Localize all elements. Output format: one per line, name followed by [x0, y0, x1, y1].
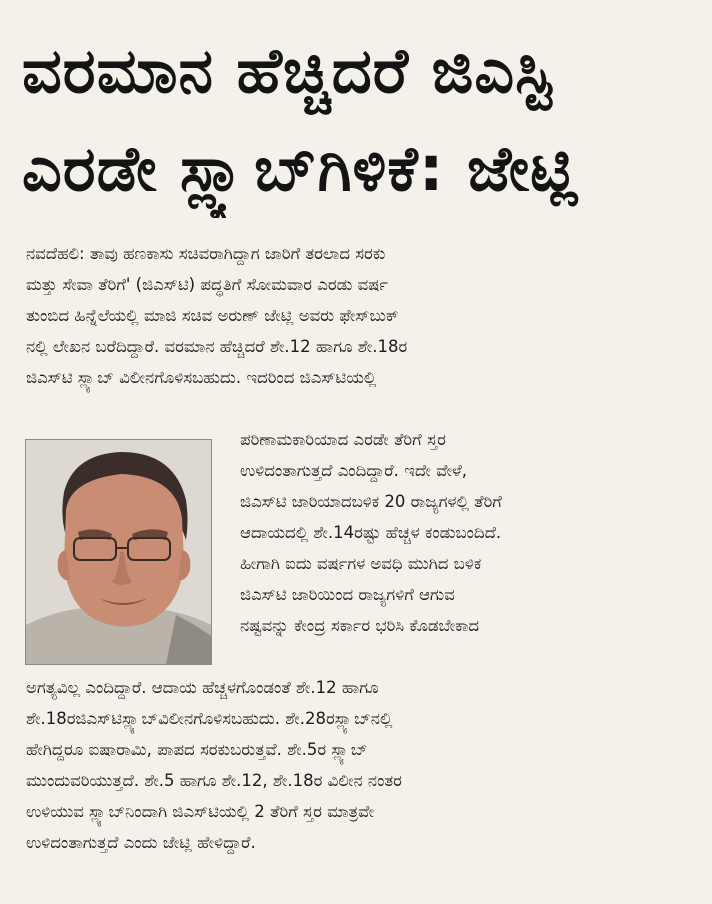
article-line: ತುಂಬಿದ ಹಿನ್ನೆಲೆಯಲ್ಲಿ ಮಾಜಿ ಸಚಿವ ಅರುಣ್ ಜೇಟ್ಲಿ ಅವರು ಫೇಸ್‌ಬುಕ್ [26, 306, 399, 325]
article-line: ನವದೆಹಲಿ: ತಾವು ಹಣಕಾಸು ಸಚಿವರಾಗಿದ್ದಾಗ ಜಾರಿಗೆ ತರಲಾದ ಸರಕು [26, 244, 386, 263]
headline [22, 22, 694, 218]
article-line: ಜಿಎಸ್‌ಟಿ ಸ್ಲ್ಯಾಬ್ ವಿಲೀನಗೊಳಿಸಬಹುದು. ಇದರಿಂದ ಜಿಎಸ್‌ಟಿಯಲ್ಲಿ [26, 368, 377, 387]
article-line: ಅಗತ್ಯವಿಲ್ಲ ಎಂದಿದ್ದಾರೆ. ಆದಾಯ ಹೆಚ್ಚಳಗೊಂಡಂತೆ ಶೇ.12 ಹಾಗೂ [26, 678, 379, 697]
article-line: ಮುಂದುವರಿಯುತ್ತದೆ. ಶೇ.5 ಹಾಗೂ ಶೇ.12, ಶೇ.18ರ ವಿಲೀನ ನಂತರ [26, 771, 402, 790]
article-top-paragraph [26, 238, 690, 393]
article-line: ನಲ್ಲಿ ಲೇಖನ ಬರೆದಿದ್ದಾರೆ. ವರಮಾನ ಹೆಚ್ಚಿದರೆ ಶೇ.12 ಹಾಗೂ ಶೇ.18ರ [26, 337, 408, 356]
article-line: ಉಳಿದಂತಾಗುತ್ತದೆ ಎಂದಿದ್ದಾರೆ. ಇದೇ ವೇಳೆ, [240, 461, 468, 480]
article-line: ಜಿಎಸ್‌ಟಿ ಜಾರಿಯಿಂದ ರಾಜ್ಯಗಳಿಗೆ ಆಗುವ [240, 585, 455, 604]
portrait-image [26, 440, 211, 664]
article-line: ಹೀಗಾಗಿ ಐದು ವರ್ಷಗಳ ಅವಧಿ ಮುಗಿದ ಬಳಿಕ [240, 554, 482, 573]
headline-line-2: ಎರಡೇ ಸ್ಲ್ಯಾಬ್‌ಗಿಳಿಕೆ: ಜೇಟ್ಲಿ [22, 132, 579, 205]
article-line: ಉಳಿಯುವ ಸ್ಲ್ಯಾಬ್‌ನಿಂದಾಗಿ ಜಿಎಸ್‌ಟಿಯಲ್ಲಿ 2 ತೆರಿಗೆ ಸ್ತರ ಮಾತ್ರವೇ [26, 802, 375, 821]
article-line: ಹೇಗಿದ್ದರೂ ಐಷಾರಾಮಿ, ಪಾಪದ ಸರಕುಬರುತ್ತವೆ. ಶೇ.5ರ ಸ್ಲ್ಯಾಬ್ [26, 740, 368, 759]
headline-line-1: ವರಮಾನ ಹೆಚ್ಚಿದರೆ ಜಿಎಸ್ಟಿ [22, 34, 554, 107]
article-line: ಜಿಎಸ್‌ಟಿ ಜಾರಿಯಾದಬಳಿಕ 20 ರಾಜ್ಯಗಳಲ್ಲಿ ತೆರಿಗೆ [240, 492, 502, 511]
article-line: ಮತ್ತು ಸೇವಾ ತೆರಿಗೆ' (ಜಿಎಸ್‌ಟಿ) ಪದ್ಧತಿಗೆ ಸೋಮವಾರ ಎರಡು ವರ್ಷ [26, 275, 388, 294]
article-line: ಉಳಿದಂತಾಗುತ್ತದೆ ಎಂದು ಜೇಟ್ಲಿ ಹೇಳಿದ್ದಾರೆ. [26, 833, 256, 852]
article-side-paragraph [240, 424, 692, 641]
article-bottom-paragraph [26, 672, 690, 858]
article-line: ಆದಾಯದಲ್ಲಿ ಶೇ.14ರಷ್ಟು ಹೆಚ್ಚಳ ಕಂಡುಬಂದಿದೆ. [240, 523, 502, 542]
article-line: ನಷ್ಟವನ್ನು ಕೇಂದ್ರ ಸರ್ಕಾರ ಭರಿಸಿ ಕೊಡಬೇಕಾದ [240, 616, 480, 635]
article-line: ಪರಿಣಾಮಕಾರಿಯಾದ ಎರಡೇ ತೆರಿಗೆ ಸ್ತರ [240, 430, 446, 449]
article-line: ಶೇ.18ರಜಿಎಸ್‌ಟಿಸ್ಲ್ಯಾಬ್‌ವಿಲೀನಗೊಳಿಸಬಹುದು. ಶೇ.28ರಸ್ಲ್ಯಾಬ್‌ನಲ್ಲಿ [26, 709, 393, 728]
portrait-photo [25, 439, 212, 665]
